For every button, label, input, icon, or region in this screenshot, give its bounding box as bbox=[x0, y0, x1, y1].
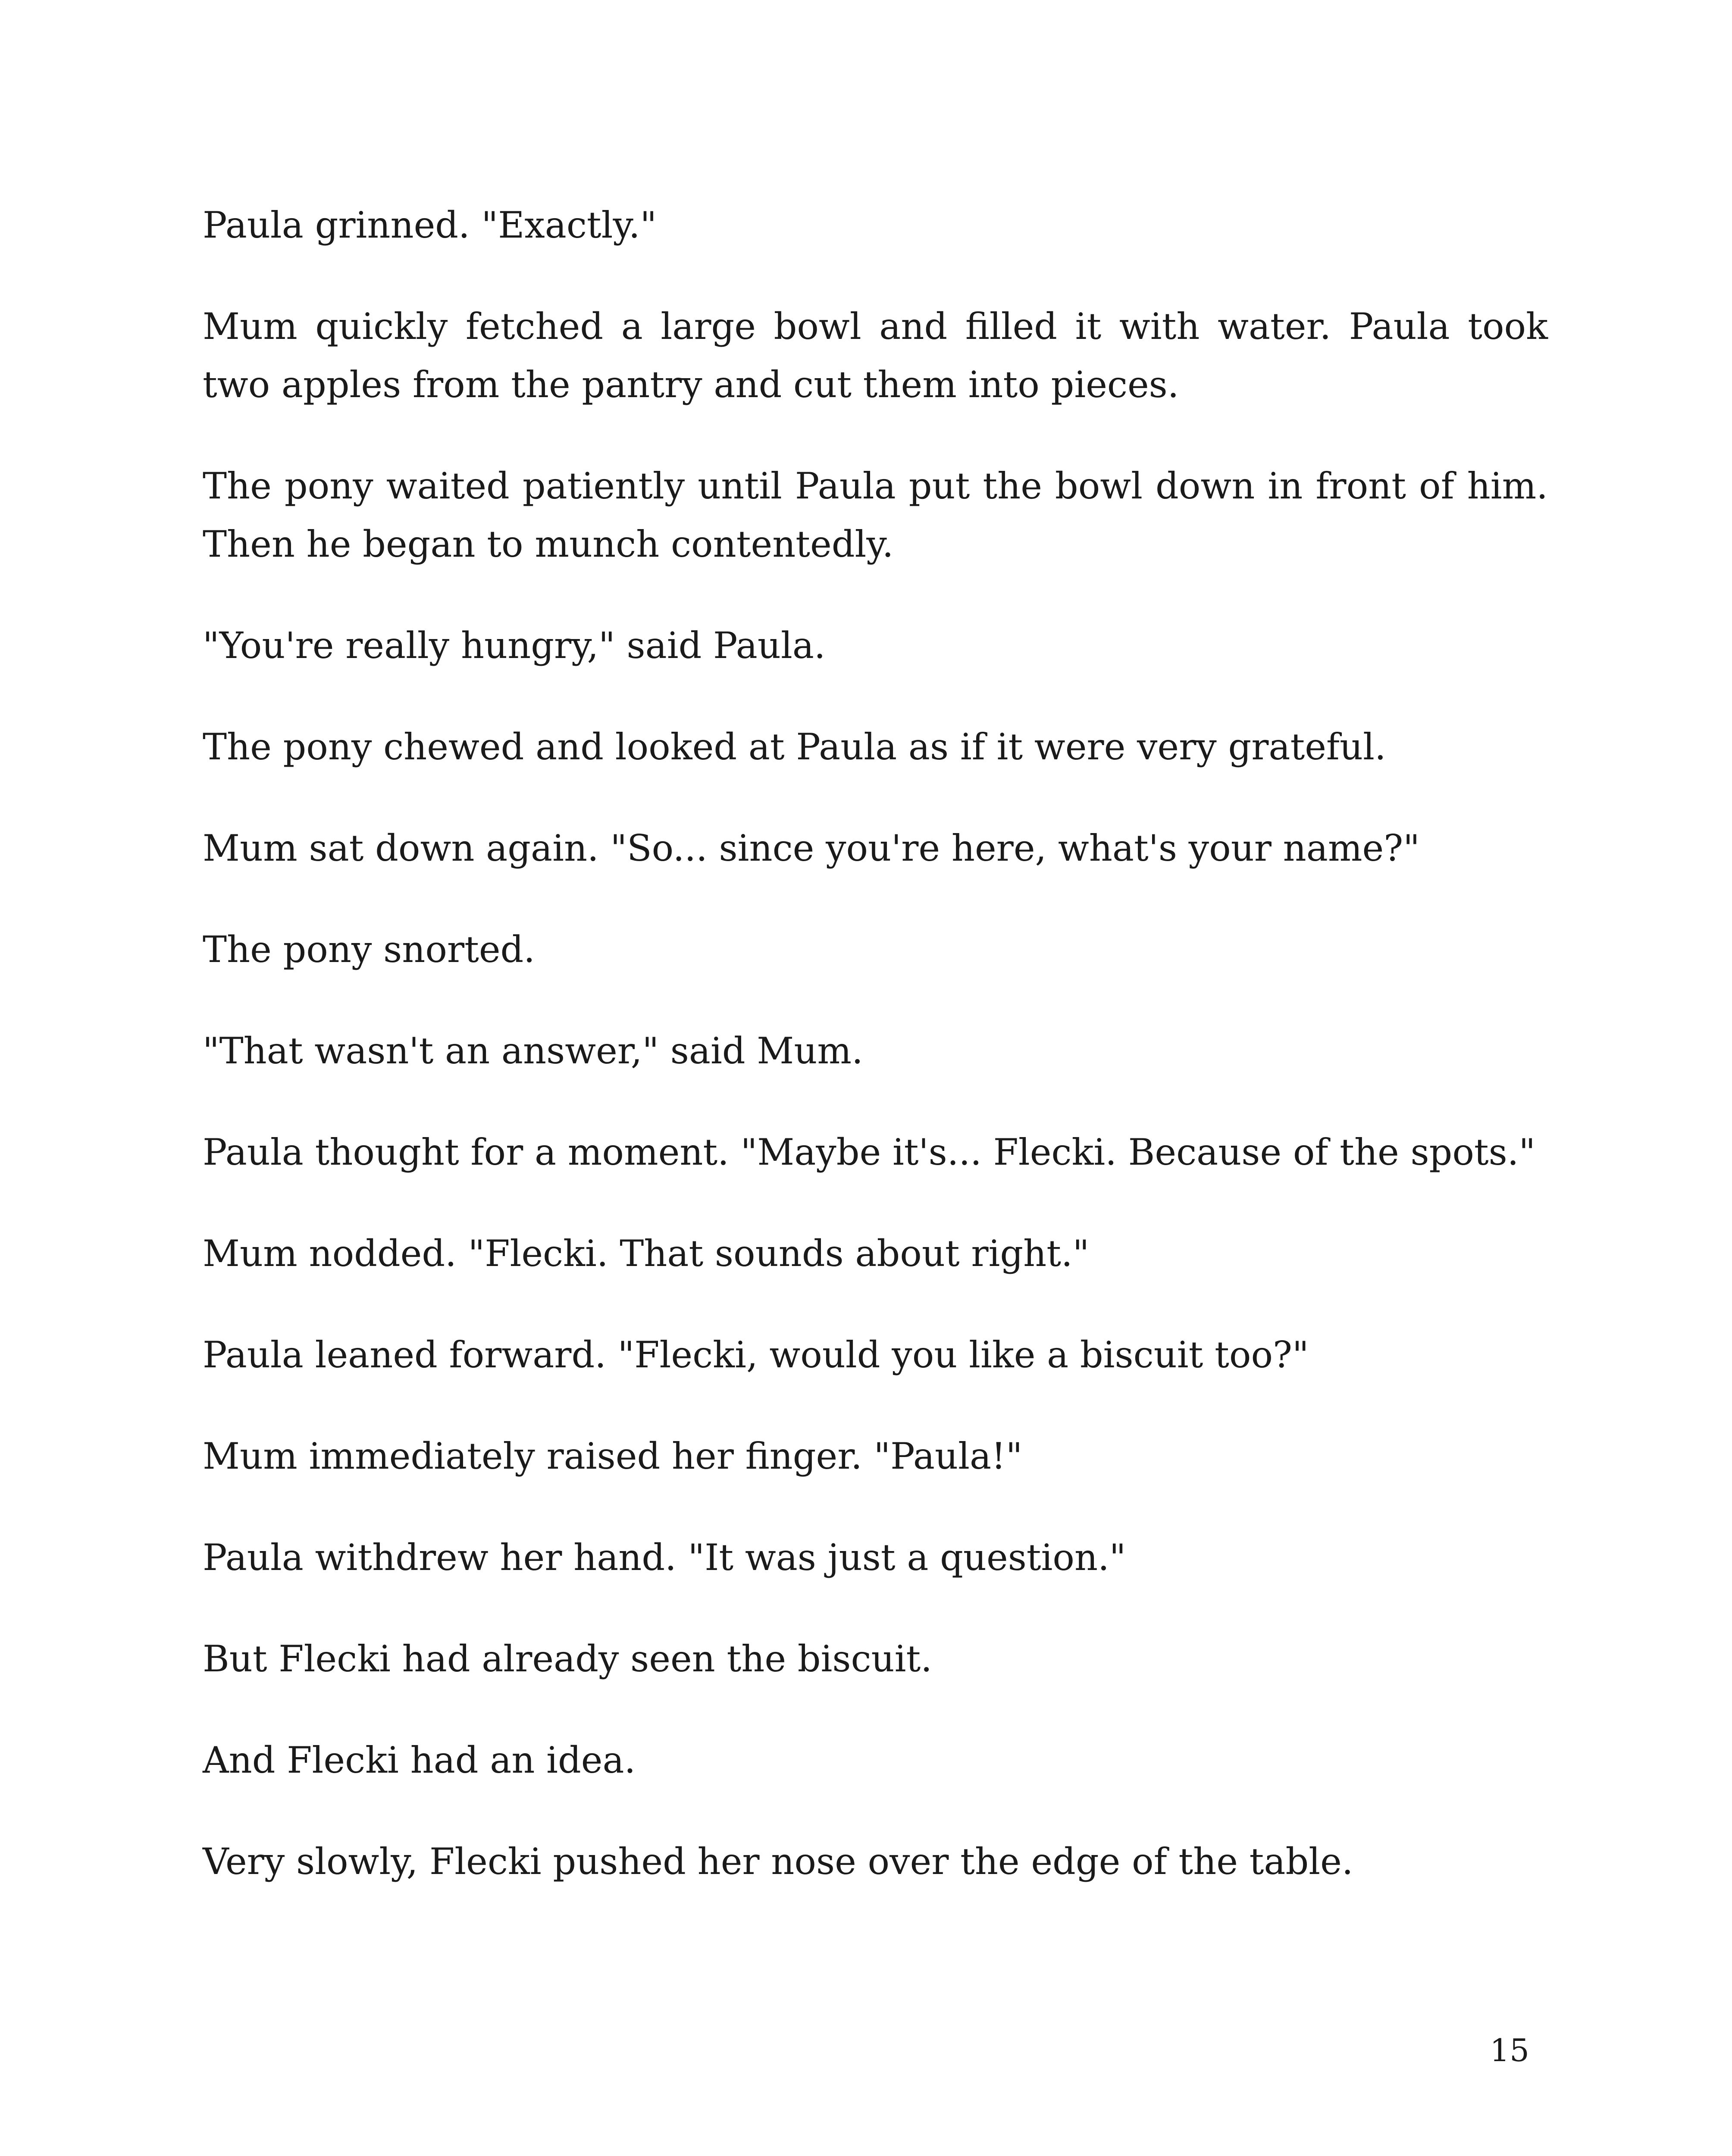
paragraph: Paula grinned. "Exactly." bbox=[203, 204, 657, 246]
paragraph: Paula thought for a moment. "Maybe it's... Flecki. Because of the spots." bbox=[203, 1131, 1536, 1173]
paragraph: Mum quickly fetched a large bowl and filled it with water. Paula took two apples from the pantry and cut them into pieces. bbox=[203, 305, 1548, 406]
paragraph: "That wasn't an answer," said Mum. bbox=[203, 1030, 863, 1072]
paragraph: Very slowly, Flecki pushed her nose over the edge of the table. bbox=[203, 1840, 1353, 1883]
body-text bbox=[203, 196, 1548, 1934]
paragraph: And Flecki had an idea. bbox=[203, 1739, 636, 1781]
page-number: 15 bbox=[1490, 2032, 1529, 2068]
paragraph: Mum immediately raised her finger. "Paula!" bbox=[203, 1435, 1023, 1477]
paragraph: Mum nodded. "Flecki. That sounds about right." bbox=[203, 1232, 1090, 1275]
paragraph: The pony snorted. bbox=[203, 928, 536, 971]
paragraph: The pony waited patiently until Paula put the bowl down in front of him. Then he began to munch contentedly. bbox=[203, 465, 1548, 565]
paragraph: Mum sat down again. "So... since you're here, what's your name?" bbox=[203, 827, 1420, 869]
paragraph: But Flecki had already seen the biscuit. bbox=[203, 1638, 932, 1680]
paragraph: The pony chewed and looked at Paula as if it were very grateful. bbox=[203, 726, 1386, 768]
paragraph: Paula withdrew her hand. "It was just a question." bbox=[203, 1536, 1126, 1579]
paragraph: "You're really hungry," said Paula. bbox=[203, 624, 826, 667]
paragraph: Paula leaned forward. "Flecki, would you like a biscuit too?" bbox=[203, 1334, 1309, 1376]
